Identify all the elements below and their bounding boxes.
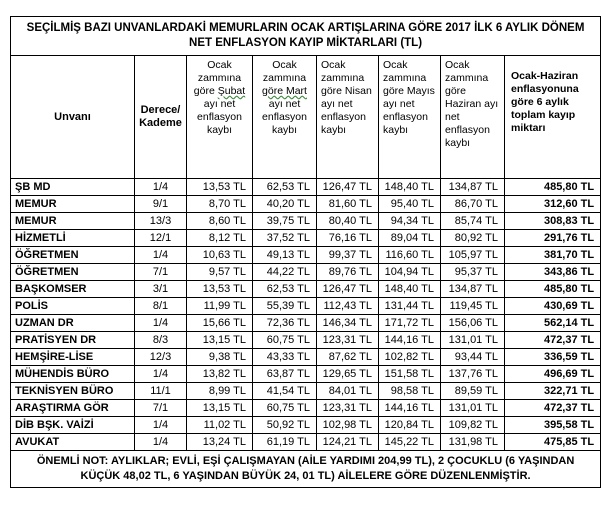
table-row xyxy=(11,298,601,315)
cell-nisan: 89,76 TL xyxy=(317,264,379,281)
cell-mart: 49,13 TL xyxy=(253,247,317,264)
cell-mayis: 144,16 TL xyxy=(379,332,441,349)
cell-mayis: 95,40 TL xyxy=(379,196,441,213)
table-row xyxy=(11,417,601,434)
table-row xyxy=(11,281,601,298)
cell-mart: 62,53 TL xyxy=(253,281,317,298)
cell-mart: 50,92 TL xyxy=(253,417,317,434)
cell-unvan: MEMUR xyxy=(11,213,135,230)
cell-unvan: TEKNİSYEN BÜRO xyxy=(11,383,135,400)
cell-subat: 15,66 TL xyxy=(187,315,253,332)
cell-mayis: 116,60 TL xyxy=(379,247,441,264)
inflation-loss-table xyxy=(10,16,601,488)
cell-subat: 13,15 TL xyxy=(187,332,253,349)
table-row xyxy=(11,332,601,349)
cell-nisan: 102,98 TL xyxy=(317,417,379,434)
cell-derece: 11/1 xyxy=(135,383,187,400)
cell-haziran: 137,76 TL xyxy=(441,366,505,383)
cell-nisan: 124,21 TL xyxy=(317,434,379,451)
header-derece: Derece/ Kademe xyxy=(135,56,187,179)
cell-derece: 1/4 xyxy=(135,179,187,196)
cell-toplam: 496,69 TL xyxy=(505,366,601,383)
table-row xyxy=(11,315,601,332)
header-nisan: Ocak zammına göre Nisan ayı net enflasyon kaybı xyxy=(317,56,379,179)
cell-nisan: 76,16 TL xyxy=(317,230,379,247)
cell-toplam: 475,85 TL xyxy=(505,434,601,451)
cell-haziran: 131,01 TL xyxy=(441,332,505,349)
cell-nisan: 126,47 TL xyxy=(317,281,379,298)
cell-derece: 7/1 xyxy=(135,264,187,281)
cell-nisan: 126,47 TL xyxy=(317,179,379,196)
cell-subat: 9,57 TL xyxy=(187,264,253,281)
cell-nisan: 81,60 TL xyxy=(317,196,379,213)
cell-subat: 8,99 TL xyxy=(187,383,253,400)
header-toplam: Ocak-Haziran enflasyonuna göre 6 aylık toplam kayıp miktarı xyxy=(505,56,601,179)
cell-haziran: 131,01 TL xyxy=(441,400,505,417)
cell-haziran: 119,45 TL xyxy=(441,298,505,315)
cell-unvan: ÖĞRETMEN xyxy=(11,264,135,281)
cell-subat: 11,02 TL xyxy=(187,417,253,434)
cell-derece: 1/4 xyxy=(135,434,187,451)
cell-toplam: 430,69 TL xyxy=(505,298,601,315)
cell-toplam: 485,80 TL xyxy=(505,179,601,196)
cell-haziran: 134,87 TL xyxy=(441,179,505,196)
header-mayis: Ocak zammına göre Mayıs ayı net enflasyon kaybı xyxy=(379,56,441,179)
cell-toplam: 472,37 TL xyxy=(505,332,601,349)
cell-subat: 8,60 TL xyxy=(187,213,253,230)
document-table-container xyxy=(10,16,600,488)
cell-haziran: 86,70 TL xyxy=(441,196,505,213)
cell-mart: 60,75 TL xyxy=(253,400,317,417)
cell-mart: 63,87 TL xyxy=(253,366,317,383)
cell-nisan: 87,62 TL xyxy=(317,349,379,366)
cell-toplam: 291,76 TL xyxy=(505,230,601,247)
cell-toplam: 485,80 TL xyxy=(505,281,601,298)
cell-haziran: 85,74 TL xyxy=(441,213,505,230)
cell-toplam: 308,83 TL xyxy=(505,213,601,230)
cell-haziran: 93,44 TL xyxy=(441,349,505,366)
cell-nisan: 99,37 TL xyxy=(317,247,379,264)
cell-toplam: 562,14 TL xyxy=(505,315,601,332)
cell-haziran: 89,59 TL xyxy=(441,383,505,400)
cell-derece: 13/3 xyxy=(135,213,187,230)
table-row xyxy=(11,213,601,230)
cell-subat: 13,82 TL xyxy=(187,366,253,383)
cell-derece: 9/1 xyxy=(135,196,187,213)
cell-derece: 7/1 xyxy=(135,400,187,417)
footnote: ÖNEMLİ NOT: AYLIKLAR; EVLİ, EŞİ ÇALIŞMAYAN (AİLE YARDIMI 204,99 TL), 2 ÇOCUKLU (6 YAŞINDAN KÜÇÜK 48,02 TL, 6 YAŞINDAN BÜYÜK 24, 01 TL) AİLELERE GÖRE DÜZENLENMİŞTİR. xyxy=(11,451,601,488)
cell-derece: 1/4 xyxy=(135,315,187,332)
cell-mayis: 98,58 TL xyxy=(379,383,441,400)
cell-nisan: 129,65 TL xyxy=(317,366,379,383)
cell-derece: 8/3 xyxy=(135,332,187,349)
cell-toplam: 322,71 TL xyxy=(505,383,601,400)
cell-mart: 40,20 TL xyxy=(253,196,317,213)
cell-nisan: 146,34 TL xyxy=(317,315,379,332)
cell-mayis: 89,04 TL xyxy=(379,230,441,247)
table-row xyxy=(11,230,601,247)
cell-subat: 13,24 TL xyxy=(187,434,253,451)
cell-mart: 37,52 TL xyxy=(253,230,317,247)
table-row xyxy=(11,264,601,281)
cell-mart: 72,36 TL xyxy=(253,315,317,332)
cell-unvan: AVUKAT xyxy=(11,434,135,451)
cell-haziran: 95,37 TL xyxy=(441,264,505,281)
table-row xyxy=(11,434,601,451)
cell-toplam: 381,70 TL xyxy=(505,247,601,264)
cell-unvan: HEMŞİRE-LİSE xyxy=(11,349,135,366)
cell-haziran: 134,87 TL xyxy=(441,281,505,298)
cell-subat: 13,53 TL xyxy=(187,281,253,298)
cell-derece: 3/1 xyxy=(135,281,187,298)
cell-derece: 12/1 xyxy=(135,230,187,247)
cell-mart: 62,53 TL xyxy=(253,179,317,196)
cell-mayis: 120,84 TL xyxy=(379,417,441,434)
cell-mayis: 148,40 TL xyxy=(379,281,441,298)
cell-unvan: ARAŞTIRMA GÖR xyxy=(11,400,135,417)
cell-subat: 8,70 TL xyxy=(187,196,253,213)
cell-mayis: 102,82 TL xyxy=(379,349,441,366)
cell-haziran: 131,98 TL xyxy=(441,434,505,451)
cell-haziran: 109,82 TL xyxy=(441,417,505,434)
cell-unvan: ŞB MD xyxy=(11,179,135,196)
cell-derece: 1/4 xyxy=(135,366,187,383)
header-haziran: Ocak zammına göre Haziran ayı net enflasyon kaybı xyxy=(441,56,505,179)
cell-mart: 44,22 TL xyxy=(253,264,317,281)
cell-mart: 39,75 TL xyxy=(253,213,317,230)
cell-haziran: 80,92 TL xyxy=(441,230,505,247)
cell-haziran: 105,97 TL xyxy=(441,247,505,264)
cell-toplam: 336,59 TL xyxy=(505,349,601,366)
table-row xyxy=(11,349,601,366)
cell-nisan: 123,31 TL xyxy=(317,400,379,417)
cell-mayis: 104,94 TL xyxy=(379,264,441,281)
cell-haziran: 156,06 TL xyxy=(441,315,505,332)
table-row xyxy=(11,196,601,213)
cell-subat: 13,53 TL xyxy=(187,179,253,196)
table-row xyxy=(11,179,601,196)
cell-subat: 13,15 TL xyxy=(187,400,253,417)
cell-mayis: 148,40 TL xyxy=(379,179,441,196)
cell-toplam: 395,58 TL xyxy=(505,417,601,434)
cell-subat: 9,38 TL xyxy=(187,349,253,366)
header-mart: Ocak zammına göre Mart ayı net enflasyon kaybı xyxy=(253,56,317,179)
table-row xyxy=(11,383,601,400)
cell-toplam: 472,37 TL xyxy=(505,400,601,417)
cell-toplam: 312,60 TL xyxy=(505,196,601,213)
cell-mayis: 145,22 TL xyxy=(379,434,441,451)
cell-unvan: BAŞKOMSER xyxy=(11,281,135,298)
cell-mart: 61,19 TL xyxy=(253,434,317,451)
cell-unvan: ÖĞRETMEN xyxy=(11,247,135,264)
cell-derece: 12/3 xyxy=(135,349,187,366)
cell-mart: 43,33 TL xyxy=(253,349,317,366)
cell-toplam: 343,86 TL xyxy=(505,264,601,281)
cell-nisan: 84,01 TL xyxy=(317,383,379,400)
cell-unvan: MEMUR xyxy=(11,196,135,213)
cell-unvan: POLİS xyxy=(11,298,135,315)
cell-subat: 8,12 TL xyxy=(187,230,253,247)
cell-unvan: MÜHENDİS BÜRO xyxy=(11,366,135,383)
cell-derece: 1/4 xyxy=(135,247,187,264)
header-row xyxy=(11,56,601,179)
cell-unvan: HİZMETLİ xyxy=(11,230,135,247)
cell-nisan: 112,43 TL xyxy=(317,298,379,315)
header-subat: Ocak zammına göre Şubat ayı net enflasyon kaybı xyxy=(187,56,253,179)
cell-mayis: 144,16 TL xyxy=(379,400,441,417)
table-row xyxy=(11,400,601,417)
cell-nisan: 80,40 TL xyxy=(317,213,379,230)
cell-nisan: 123,31 TL xyxy=(317,332,379,349)
cell-unvan: UZMAN DR xyxy=(11,315,135,332)
cell-mayis: 151,58 TL xyxy=(379,366,441,383)
table-title: SEÇİLMİŞ BAZI UNVANLARDAKİ MEMURLARIN OCAK ARTIŞLARINA GÖRE 2017 İLK 6 AYLIK DÖNEM NET ENFLASYON KAYIP MİKTARLARI (TL) xyxy=(11,17,601,56)
cell-unvan: DİB BŞK. VAİZİ xyxy=(11,417,135,434)
cell-derece: 1/4 xyxy=(135,417,187,434)
cell-mayis: 171,72 TL xyxy=(379,315,441,332)
cell-mart: 41,54 TL xyxy=(253,383,317,400)
cell-mayis: 131,44 TL xyxy=(379,298,441,315)
cell-subat: 10,63 TL xyxy=(187,247,253,264)
cell-unvan: PRATİSYEN DR xyxy=(11,332,135,349)
table-row xyxy=(11,247,601,264)
cell-subat: 11,99 TL xyxy=(187,298,253,315)
header-unvan: Unvanı xyxy=(11,56,135,179)
cell-derece: 8/1 xyxy=(135,298,187,315)
cell-mart: 55,39 TL xyxy=(253,298,317,315)
table-row xyxy=(11,366,601,383)
cell-mayis: 94,34 TL xyxy=(379,213,441,230)
cell-mart: 60,75 TL xyxy=(253,332,317,349)
